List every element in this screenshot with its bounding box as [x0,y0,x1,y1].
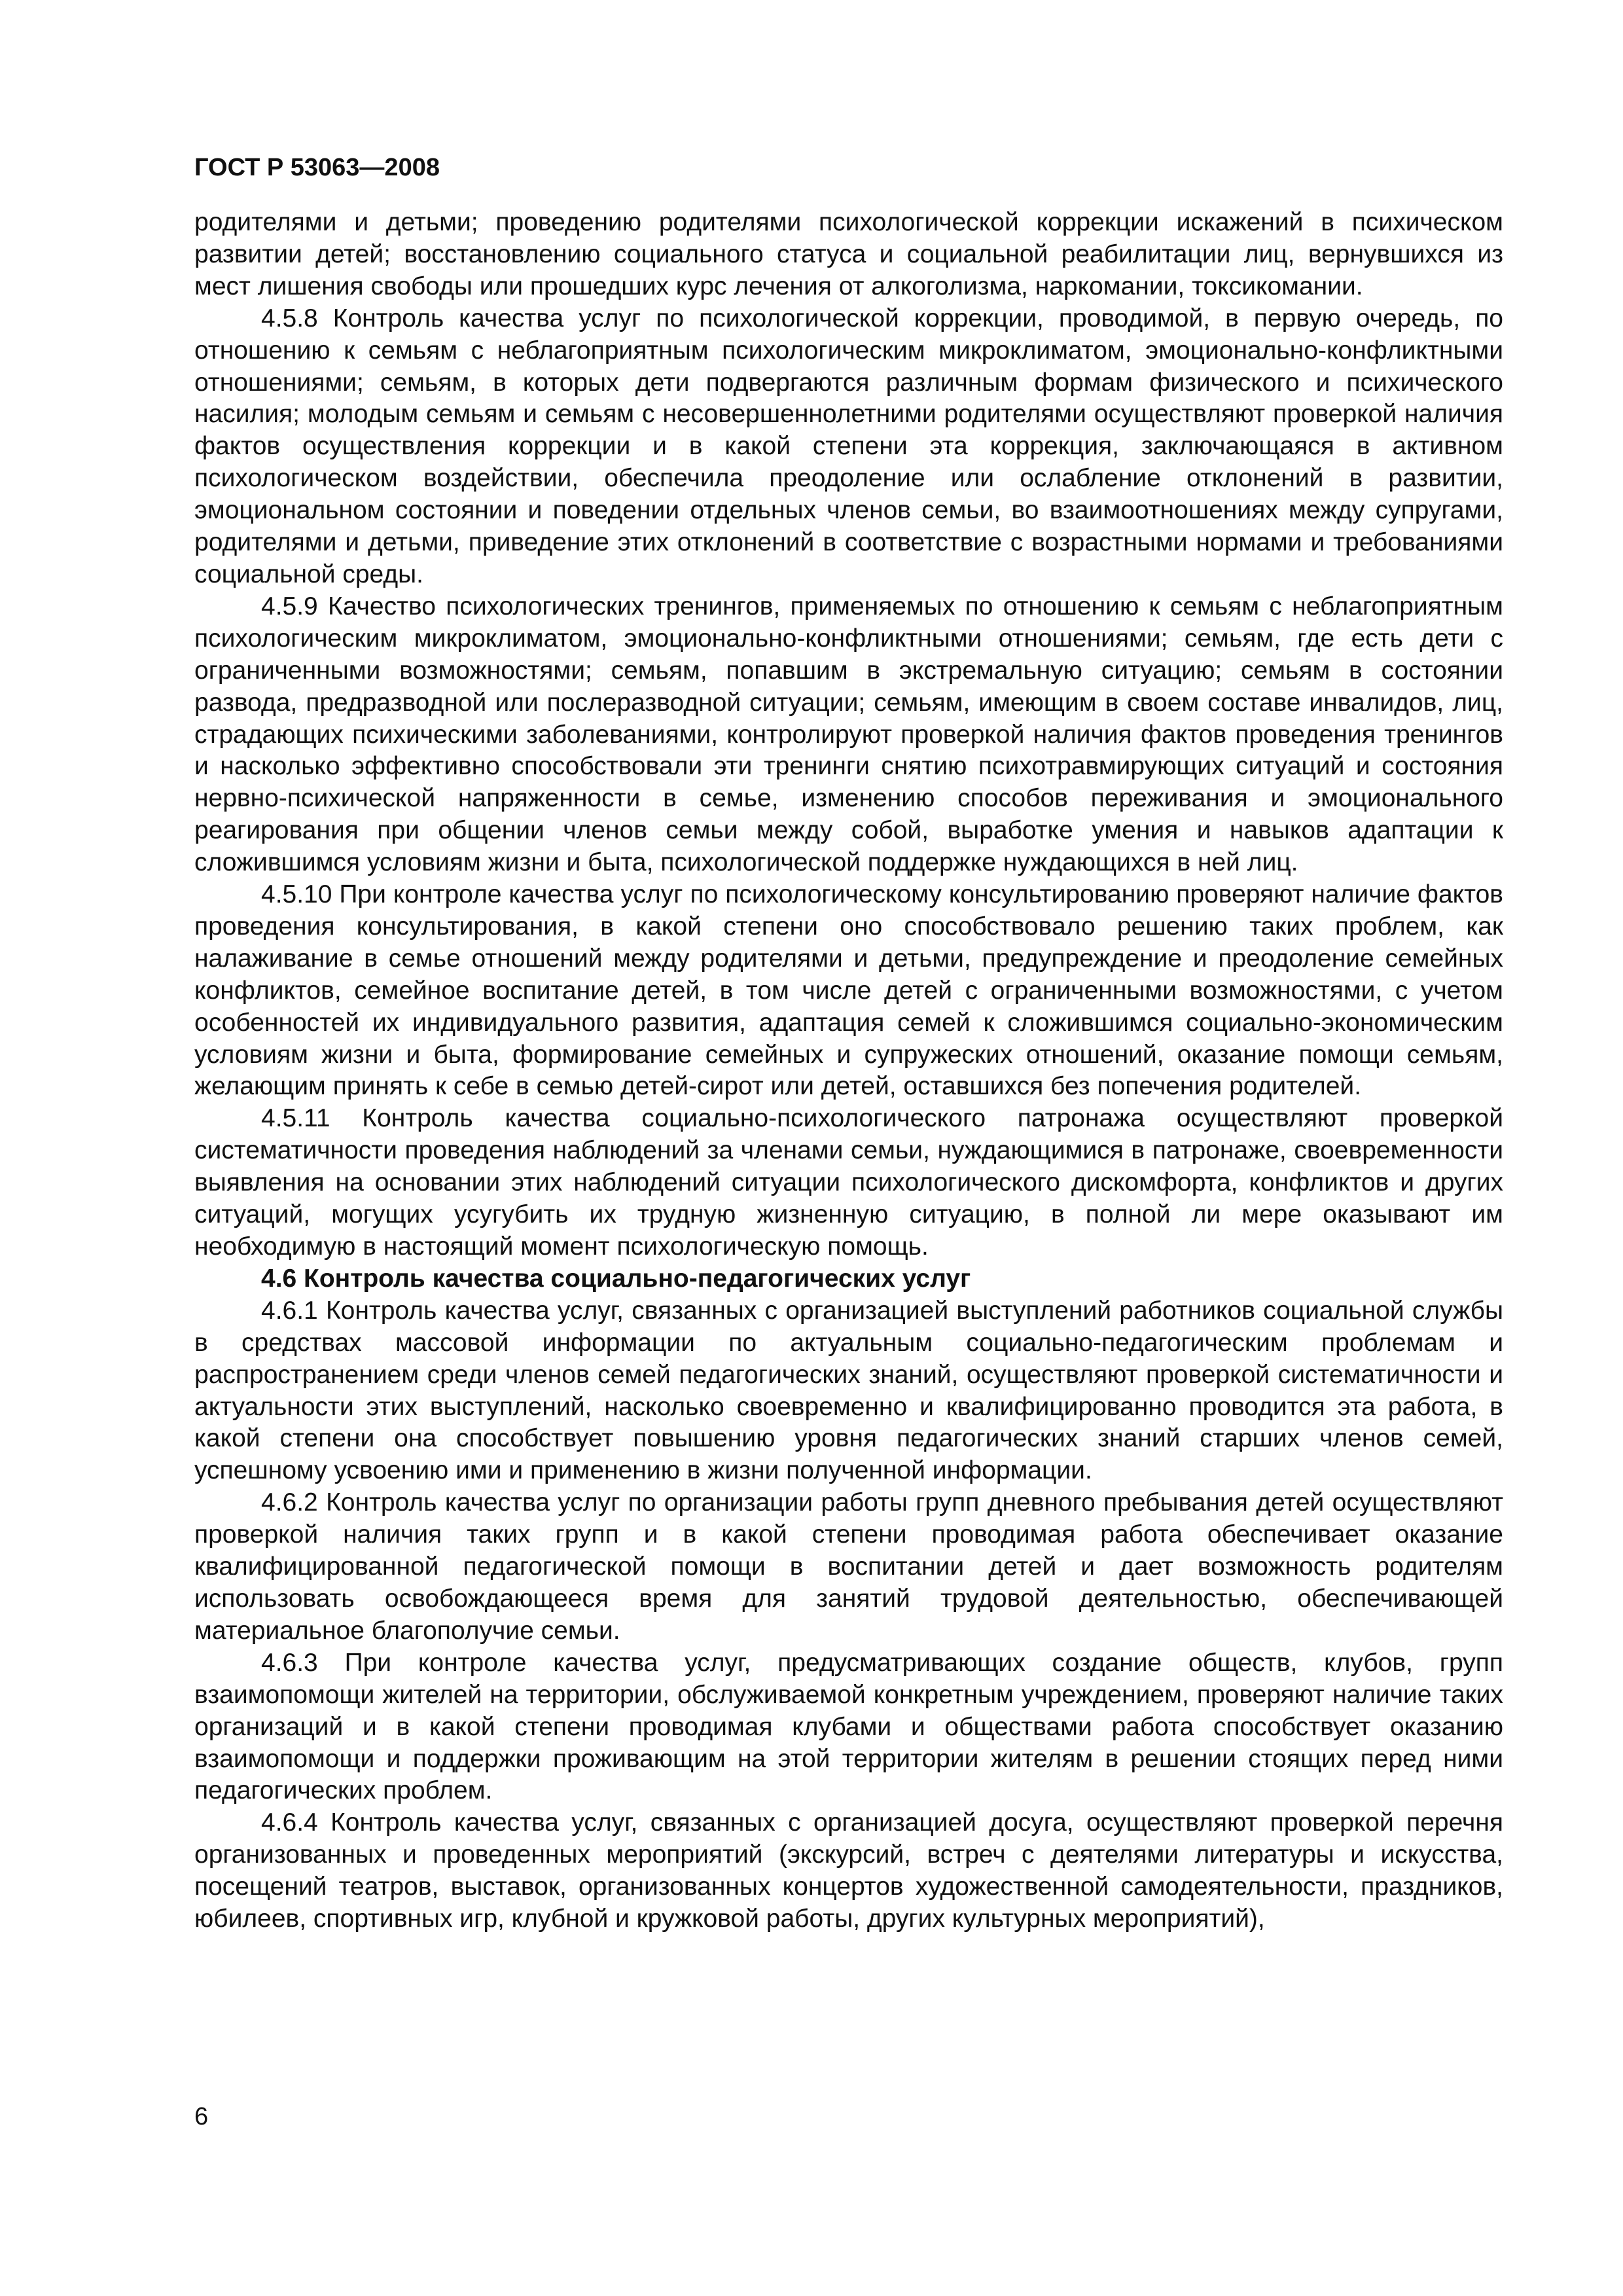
paragraph-4-5-10: 4.5.10 При контроле качества услуг по психологическому консультированию проверяют наличие фактов проведения консультирования, в какой степени оно способствовало решению таких проблем, как налаживание в семье отношений между родителями и детьми, предупреждение и преодоление семейных конфликтов, семейное воспитание детей, в том числе детей с ограниченными возможностями, с учетом особенностей их индивидуального развития, адаптация семей к сложившимся социально-экономическим условиям жизни и быта, формирование семейных и супружеских отношений, оказание помощи семьям, желающим принять к себе в семью детей-сирот или детей, оставшихся без попечения родителей. [194,880,1503,1101]
paragraph-continuation: родителями и детьми; проведению родителями психологической коррекции искажений в психическом развитии детей; восстановлению социального статуса и социальной реабилитации лиц, вернувшихся из мест лишения свободы или прошедших курс лечения от алкоголизма, наркомании, токсикомании. [194,208,1503,300]
paragraph-4-5-11: 4.5.11 Контроль качества социально-психологического патронажа осуществляют проверкой систематичности проведения наблюдений за членами семьи, нуждающимися в патронаже, своевременности выявления на основании этих наблюдений ситуации психологического дискомфорта, конфликтов и других ситуаций, могущих усугубить их трудную жизненную ситуацию, в полной ли мере оказывают им необходимую в настоящий момент психологическую помощь. [194,1104,1503,1261]
paragraph-4-5-9: 4.5.9 Качество психологических тренингов, применяемых по отношению к семьям с неблагоприятным психологическим микроклиматом, эмоционально-конфликтными отношениями; семьям, где есть дети с ограниченными возможностями; семьям, попавшим в экстремальную ситуацию; семьям в состоянии развода, предразводной или послеразводной ситуации; семьям, имеющим в своем составе инвалидов, лиц, страдающих психическими заболеваниями, контролируют проверкой наличия фактов проведения тренингов и насколько эффективно способствовали эти тренинги снятию психотравмирующих ситуаций и состояния нервно-психической напряженности в семье, изменению способов переживания и эмоционального реагирования при общении членов семьи между собой, выработке умения и навыков адаптации к сложившимся условиям жизни и быта, психологической поддержке нуждающихся в ней лиц. [194,592,1503,877]
standard-header: ГОСТ Р 53063—2008 [194,154,440,181]
document-page [194,152,1503,1935]
paragraph-4-5-8: 4.5.8 Контроль качества услуг по психологической коррекции, проводимой, в первую очередь, по отношению к семьям с неблагоприятным психологическим микроклиматом, эмоционально-конфликтными отношениями; семьям, в которых дети подвергаются различным формам физического и психического насилия; молодым семьям и семьям с несовершеннолетними родителями осуществляют проверкой наличия фактов осуществления коррекции и в какой степени эта коррекция, заключающаяся в активном психологическом воздействии, обеспечила преодоление или ослабление отклонений в развитии, эмоциональном состоянии и поведении отдельных членов семьи, во взаимоотношениях между супругами, родителями и детьми, приведение этих отклонений в соответствие с возрастными нормами и требованиями социальной среды. [194,304,1503,588]
section-heading-4-6: 4.6 Контроль качества социально-педагогических услуг [261,1264,971,1293]
paragraph-4-6-2: 4.6.2 Контроль качества услуг по организации работы групп дневного пребывания детей осуществляют проверкой наличия таких групп и в какой степени проводимая работа обеспечивает оказание квалифицированной педагогической помощи в воспитании детей и дает возможность родителям использовать освобождающееся время для занятий трудовой деятельностью, обеспечивающей материальное благополучие семьи. [194,1488,1503,1645]
paragraph-4-6-3: 4.6.3 При контроле качества услуг, предусматривающих создание обществ, клубов, групп взаимопомощи жителей на территории, обслуживаемой конкретным учреждением, проверяют наличие таких организаций и в какой степени проводимая клубами и обществами работа способствует оказанию взаимопомощи и поддержки проживающим на этой территории жителям в решении стоящих перед ними педагогических проблем. [194,1648,1503,1805]
document-body [194,207,1503,1935]
paragraph-4-6-1: 4.6.1 Контроль качества услуг, связанных с организацией выступлений работников социальной службы в средствах массовой информации по актуальным социально-педагогическим проблемам и распространением среди членов семей педагогических знаний, осуществляют проверкой систематичности и актуальности этих выступлений, насколько своевременно и квалифицированно проводится эта работа, в какой степени она способствует повышению уровня педагогических знаний старших членов семей, успешному усвоению ими и применению в жизни полученной информации. [194,1296,1503,1485]
paragraph-4-6-4: 4.6.4 Контроль качества услуг, связанных с организацией досуга, осуществляют проверкой перечня организованных и проведенных мероприятий (экскурсий, встреч с деятелями литературы и искусства, посещений театров, выставок, организованных концертов художественной самодеятельности, праздников, юбилеев, спортивных игр, клубной и кружковой работы, других культурных мероприятий), [194,1808,1503,1933]
page-number: 6 [194,2103,209,2130]
